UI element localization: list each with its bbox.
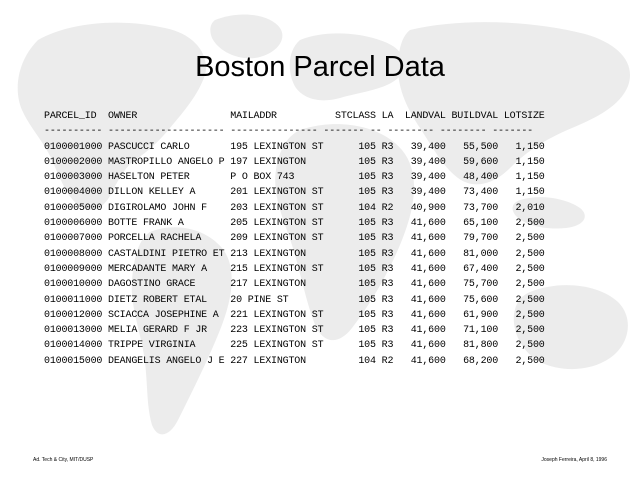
report-row: 0100013000 MELIA GERARD F JR 223 LEXINGTON ST 105 R3 41,600 71,100 2,500 <box>44 325 545 337</box>
report-row: 0100004000 DILLON KELLEY A 201 LEXINGTON ST 105 R3 39,400 73,400 1,150 <box>44 187 545 199</box>
report-row: 0100010000 DAGOSTINO GRACE 217 LEXINGTON 105 R3 41,600 75,700 2,500 <box>44 279 545 291</box>
report-row: 0100005000 DIGIROLAMO JOHN F 203 LEXINGTON ST 104 R2 40,900 73,700 2,010 <box>44 202 545 214</box>
report-row: 0100003000 HASELTON PETER P O BOX 743 105 R3 39,400 48,400 1,150 <box>44 172 545 184</box>
report-separator-line: ---------- -------------------- --------------- ------- -- -------- -------- ------- <box>44 126 533 138</box>
footer-course-credit: Ad. Tech & City, MIT/DUSP <box>33 457 94 463</box>
report-row: 0100011000 DIETZ ROBERT ETAL 20 PINE ST 105 R3 41,600 75,600 2,500 <box>44 294 545 306</box>
parcel-data-report <box>44 109 545 369</box>
report-row: 0100001000 PASCUCCI CARLO 195 LEXINGTON ST 105 R3 39,400 55,500 1,150 <box>44 141 545 153</box>
footer-author-date: Joseph Ferreira, April 8, 1996 <box>541 457 607 463</box>
report-row: 0100007000 PORCELLA RACHELA 209 LEXINGTON ST 105 R3 41,600 79,700 2,500 <box>44 233 545 245</box>
page-title: Boston Parcel Data <box>195 51 445 83</box>
report-row: 0100012000 SCIACCA JOSEPHINE A 221 LEXINGTON ST 105 R3 41,600 61,900 2,500 <box>44 309 545 321</box>
report-row: 0100008000 CASTALDINI PIETRO ET 213 LEXINGTON 105 R3 41,600 81,000 2,500 <box>44 248 545 260</box>
report-header-line: PARCEL_ID OWNER MAILADDR STCLASS LA LANDVAL BUILDVAL LOTSIZE <box>44 111 545 122</box>
report-row: 0100002000 MASTROPILLO ANGELO P 197 LEXINGTON 105 R3 39,400 59,600 1,150 <box>44 156 545 168</box>
report-row: 0100015000 DEANGELIS ANGELO J E 227 LEXINGTON 104 R2 41,600 68,200 2,500 <box>44 355 545 367</box>
report-row: 0100009000 MERCADANTE MARY A 215 LEXINGTON ST 105 R3 41,600 67,400 2,500 <box>44 263 545 275</box>
report-row: 0100014000 TRIPPE VIRGINIA 225 LEXINGTON ST 105 R3 41,600 81,800 2,500 <box>44 340 545 352</box>
report-row: 0100006000 BOTTE FRANK A 205 LEXINGTON ST 105 R3 41,600 65,100 2,500 <box>44 218 545 230</box>
